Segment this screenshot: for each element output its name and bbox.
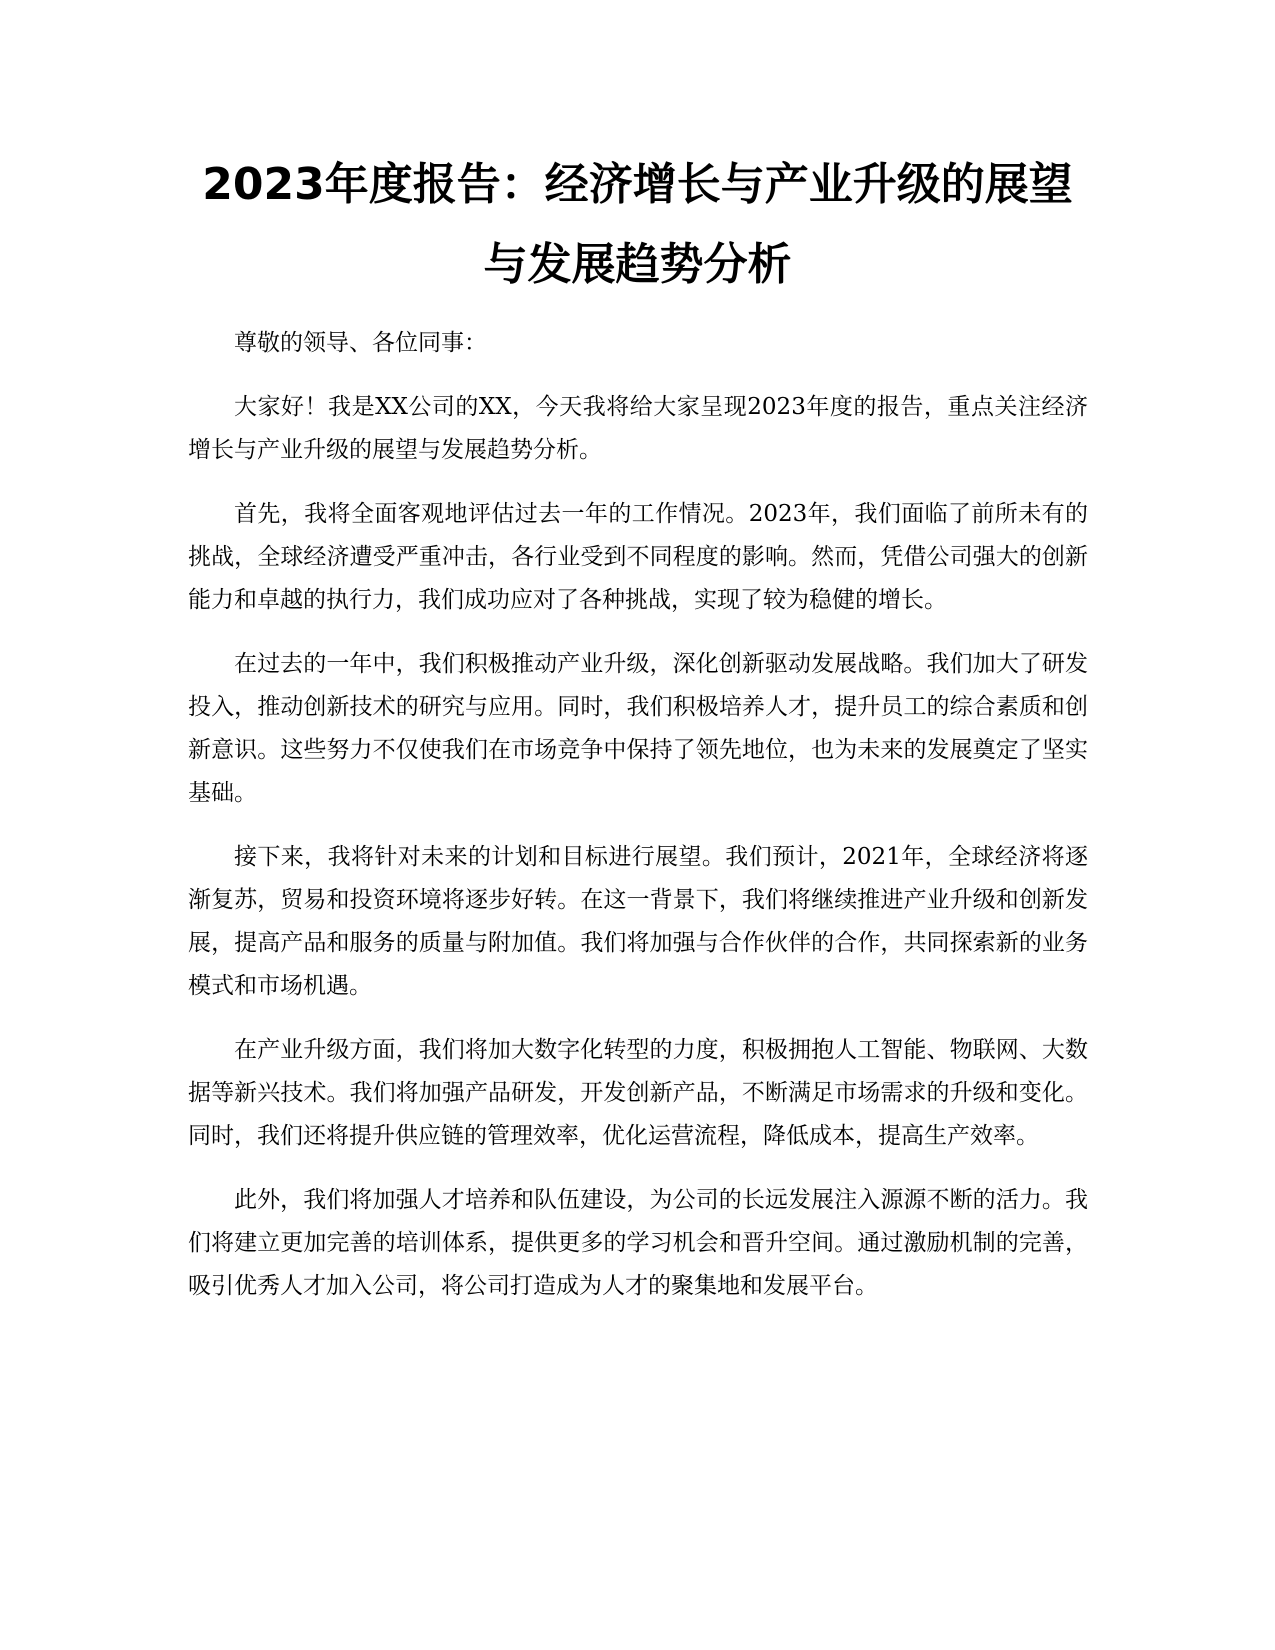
upgrade-paragraph: 在过去的一年中，我们积极推动产业升级，深化创新驱动发展战略。我们加大了研发投入，推动创新技术的研究与应用。同时，我们积极培养人才，提升员工的综合素质和创新意识。这些努力不仅使我们在市场竞争中保持了领先地位，也为未来的发展奠定了坚实基础。 xyxy=(188,651,1088,806)
title-line-2: 与发展趋势分析 xyxy=(483,239,792,290)
document-title xyxy=(150,145,1125,305)
title-line-1: 2023年度报告：经济增长与产业升级的展望 xyxy=(202,159,1073,210)
talent-paragraph: 此外，我们将加强人才培养和队伍建设，为公司的长远发展注入源源不断的活力。我们将建立更加完善的培训体系，提供更多的学习机会和晋升空间。通过激励机制的完善，吸引优秀人才加入公司，将公司打造成为人才的聚集地和发展平台。 xyxy=(188,1187,1088,1299)
document-body xyxy=(188,322,1088,1329)
greeting-paragraph: 大家好！我是XX公司的XX，今天我将给大家呈现2023年度的报告，重点关注经济增长与产业升级的展望与发展趋势分析。 xyxy=(188,394,1088,463)
outlook-paragraph: 接下来，我将针对未来的计划和目标进行展望。我们预计，2021年，全球经济将逐渐复苏，贸易和投资环境将逐步好转。在这一背景下，我们将继续推进产业升级和创新发展，提高产品和服务的质量与附加值。我们将加强与合作伙伴的合作，共同探索新的业务模式和市场机遇。 xyxy=(188,844,1088,999)
digital-paragraph: 在产业升级方面，我们将加大数字化转型的力度，积极拥抱人工智能、物联网、大数据等新兴技术。我们将加强产品研发，开发创新产品，不断满足市场需求的升级和变化。同时，我们还将提升供应链的管理效率，优化运营流程，降低成本，提高生产效率。 xyxy=(188,1037,1088,1149)
review-paragraph: 首先，我将全面客观地评估过去一年的工作情况。2023年，我们面临了前所未有的挑战，全球经济遭受严重冲击，各行业受到不同程度的影响。然而，凭借公司强大的创新能力和卓越的执行力，我们成功应对了各种挑战，实现了较为稳健的增长。 xyxy=(188,501,1088,613)
salutation-paragraph: 尊敬的领导、各位同事： xyxy=(234,330,487,356)
